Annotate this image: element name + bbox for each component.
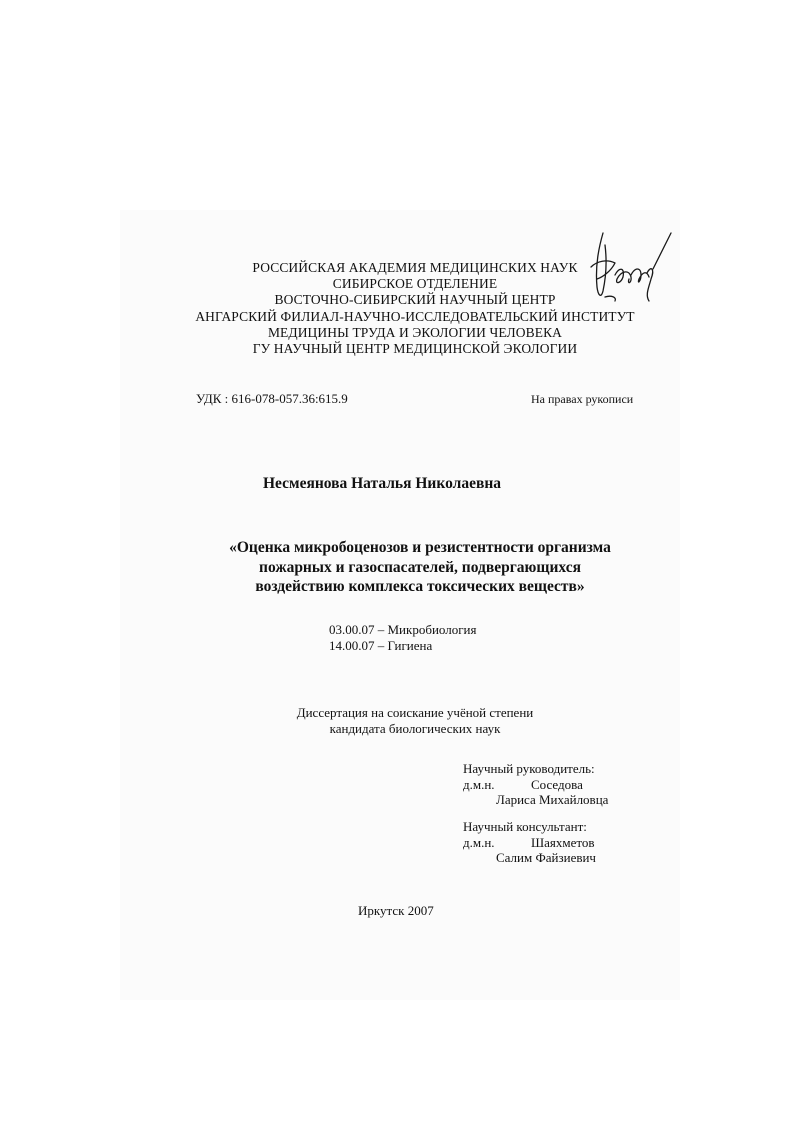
org-line: АНГАРСКИЙ ФИЛИАЛ-НАУЧНО-ИССЛЕДОВАТЕЛЬСКИЙ ИНСТИТУТ (195, 308, 635, 324)
org-line: СИБИРСКОЕ ОТДЕЛЕНИЕ (332, 276, 498, 292)
scientific-consultant (463, 819, 596, 866)
consultant-role: Научный консультант: (463, 819, 587, 834)
consultant-role-row (463, 819, 587, 835)
scientific-supervisor (463, 761, 609, 808)
title-line: воздействию комплекса токсических веществ» (255, 578, 585, 595)
supervisor-surname: Соседова (531, 776, 583, 792)
org-line: ГУ НАУЧНЫЙ ЦЕНТР МЕДИЦИНСКОЙ ЭКОЛОГИИ (252, 341, 578, 357)
title-line: пожарных и газоспасателей, подвергающихся (259, 558, 581, 576)
org-line: МЕДИЦИНЫ ТРУДА И ЭКОЛОГИИ ЧЕЛОВЕКА (267, 324, 563, 340)
city-and-year: Иркутск 2007 (358, 903, 434, 918)
consultant-name-row (463, 834, 595, 851)
supervisor-given-row (463, 792, 609, 808)
consultant-surname: Шаяхметов (531, 834, 595, 850)
consultant-given-names: Салим Файзиевич (496, 850, 596, 865)
author-name: Несмеянова Наталья Николаевна (263, 475, 502, 492)
supervisor-given-names: Лариса Михайловца (496, 792, 609, 807)
specialty-line: 03.00.07 – Микробиология (329, 622, 477, 637)
org-line: ВОСТОЧНО-СИБИРСКИЙ НАУЧНЫЙ ЦЕНТР (274, 292, 556, 308)
supervisor-role-row (463, 761, 595, 777)
supervisor-role: Научный руководитель: (463, 761, 595, 776)
title-line: «Оценка микробоценозов и резистентности организма (229, 539, 611, 556)
consultant-given-row (463, 850, 596, 866)
degree-line: кандидата биологических наук (329, 720, 501, 736)
specialty-line: 14.00.07 – Гигиена (329, 637, 433, 653)
degree-statement (260, 705, 570, 736)
org-line: РОССИЙСКАЯ АКАДЕМИЯ МЕДИЦИНСКИХ НАУК (252, 260, 578, 275)
supervisor-name-row (463, 777, 595, 793)
supervisor-degree: д.м.н. (463, 776, 495, 792)
handwritten-signature (585, 225, 675, 310)
degree-line: Диссертация на соискание учёной степени (296, 705, 534, 720)
thesis-title (150, 538, 690, 597)
manuscript-rights-note: На правах рукописи (531, 392, 634, 406)
specialty-codes (329, 622, 477, 653)
udk-code: УДК : 616-078-057.36:615.9 (196, 391, 348, 406)
consultant-degree: д.м.н. (463, 834, 495, 850)
